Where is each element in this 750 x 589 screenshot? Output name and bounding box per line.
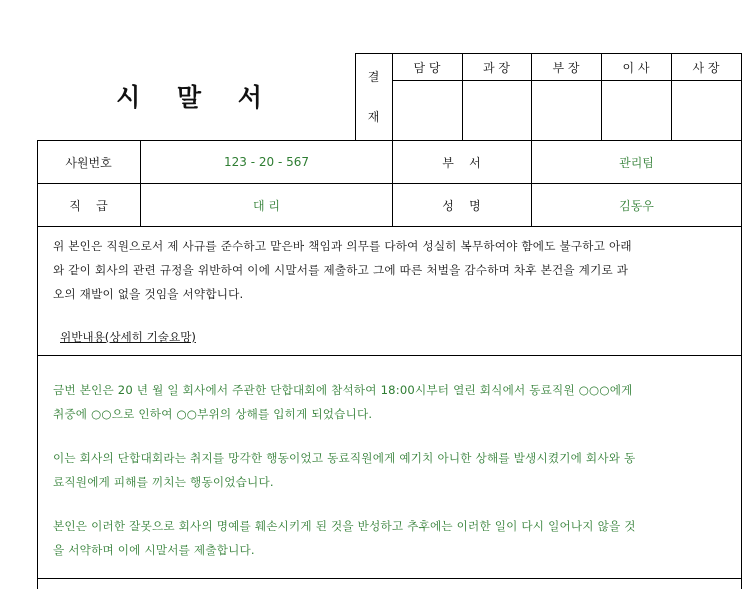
employee-no-value[interactable]: 123 - 20 - 567 [224, 155, 309, 169]
name-label: 성 명 [442, 198, 481, 213]
name-value[interactable]: 김동우 [619, 198, 654, 213]
signature-box-section-chief[interactable] [463, 81, 531, 140]
signature-box-director[interactable] [602, 81, 671, 140]
position-value[interactable]: 대 리 [253, 198, 280, 213]
details-line: 이는 회사의 단합대회라는 취지를 망각한 행동이었고 동료직원에게 예기치 아니한 상해를 발생시켰기에 회사와 동 [53, 451, 636, 465]
table-border [37, 355, 741, 356]
approval-col-dept-head: 부 장 [552, 60, 580, 75]
statement-line: 위 본인은 직원으로서 제 사규를 준수하고 맡은바 책임과 의무를 다하여 성실히 복무하여야 함에도 불구하고 아래 [53, 239, 632, 253]
signature-box-president[interactable] [672, 81, 741, 140]
details-paragraph-2[interactable] [53, 446, 743, 494]
table-border [37, 226, 741, 227]
details-line: 취중에 ○○으로 인하여 ○○부위의 상해를 입히게 되었습니다. [53, 407, 373, 421]
signature-box-dept-head[interactable] [532, 81, 601, 140]
approval-side-label: 재 [367, 109, 380, 124]
table-border [37, 578, 741, 579]
statement-line: 와 같이 회사의 관련 규정을 위반하여 이에 시말서를 제출하고 그에 따른 처벌을 감수하며 차후 본건을 계기로 과 [53, 263, 629, 277]
details-line: 본인은 이러한 잘못으로 회사의 명예를 훼손시키게 된 것을 반성하고 추후에는 이러한 일이 다시 일어나지 않을 것 [53, 519, 636, 533]
department-value[interactable]: 관리팀 [619, 155, 654, 170]
approval-col-director: 이 사 [622, 60, 650, 75]
details-paragraph-1[interactable] [53, 378, 743, 426]
details-line: 료직원에게 피해를 끼치는 행동이었습니다. [53, 475, 274, 489]
approval-col-section-chief: 과 장 [483, 60, 510, 75]
approval-right-border [741, 53, 742, 140]
document-title: 시 말 서 [116, 83, 276, 112]
department-label: 부 서 [442, 155, 481, 170]
approval-col-manager: 담 당 [413, 60, 441, 75]
statement-line: 오의 재발이 없을 것임을 서약합니다. [53, 287, 244, 301]
details-line: 금번 본인은 20 년 월 일 회사에서 주관한 단합대회에 참석하여 18:00시부터 열린 회식에서 동료직원 ○○○에게 [53, 383, 633, 397]
violation-heading: 위반내용(상세히 기술요망) [60, 330, 196, 344]
employee-no-label: 사원번호 [65, 155, 112, 170]
approval-col-president: 사 장 [692, 60, 720, 75]
approval-side-label: 결 [367, 69, 380, 84]
position-label: 직 급 [69, 198, 108, 213]
details-paragraph-3[interactable] [53, 514, 743, 562]
details-line: 을 서약하며 이에 시말서를 제출합니다. [53, 543, 255, 557]
signature-box-manager[interactable] [393, 81, 462, 140]
statement-paragraph [53, 234, 743, 306]
